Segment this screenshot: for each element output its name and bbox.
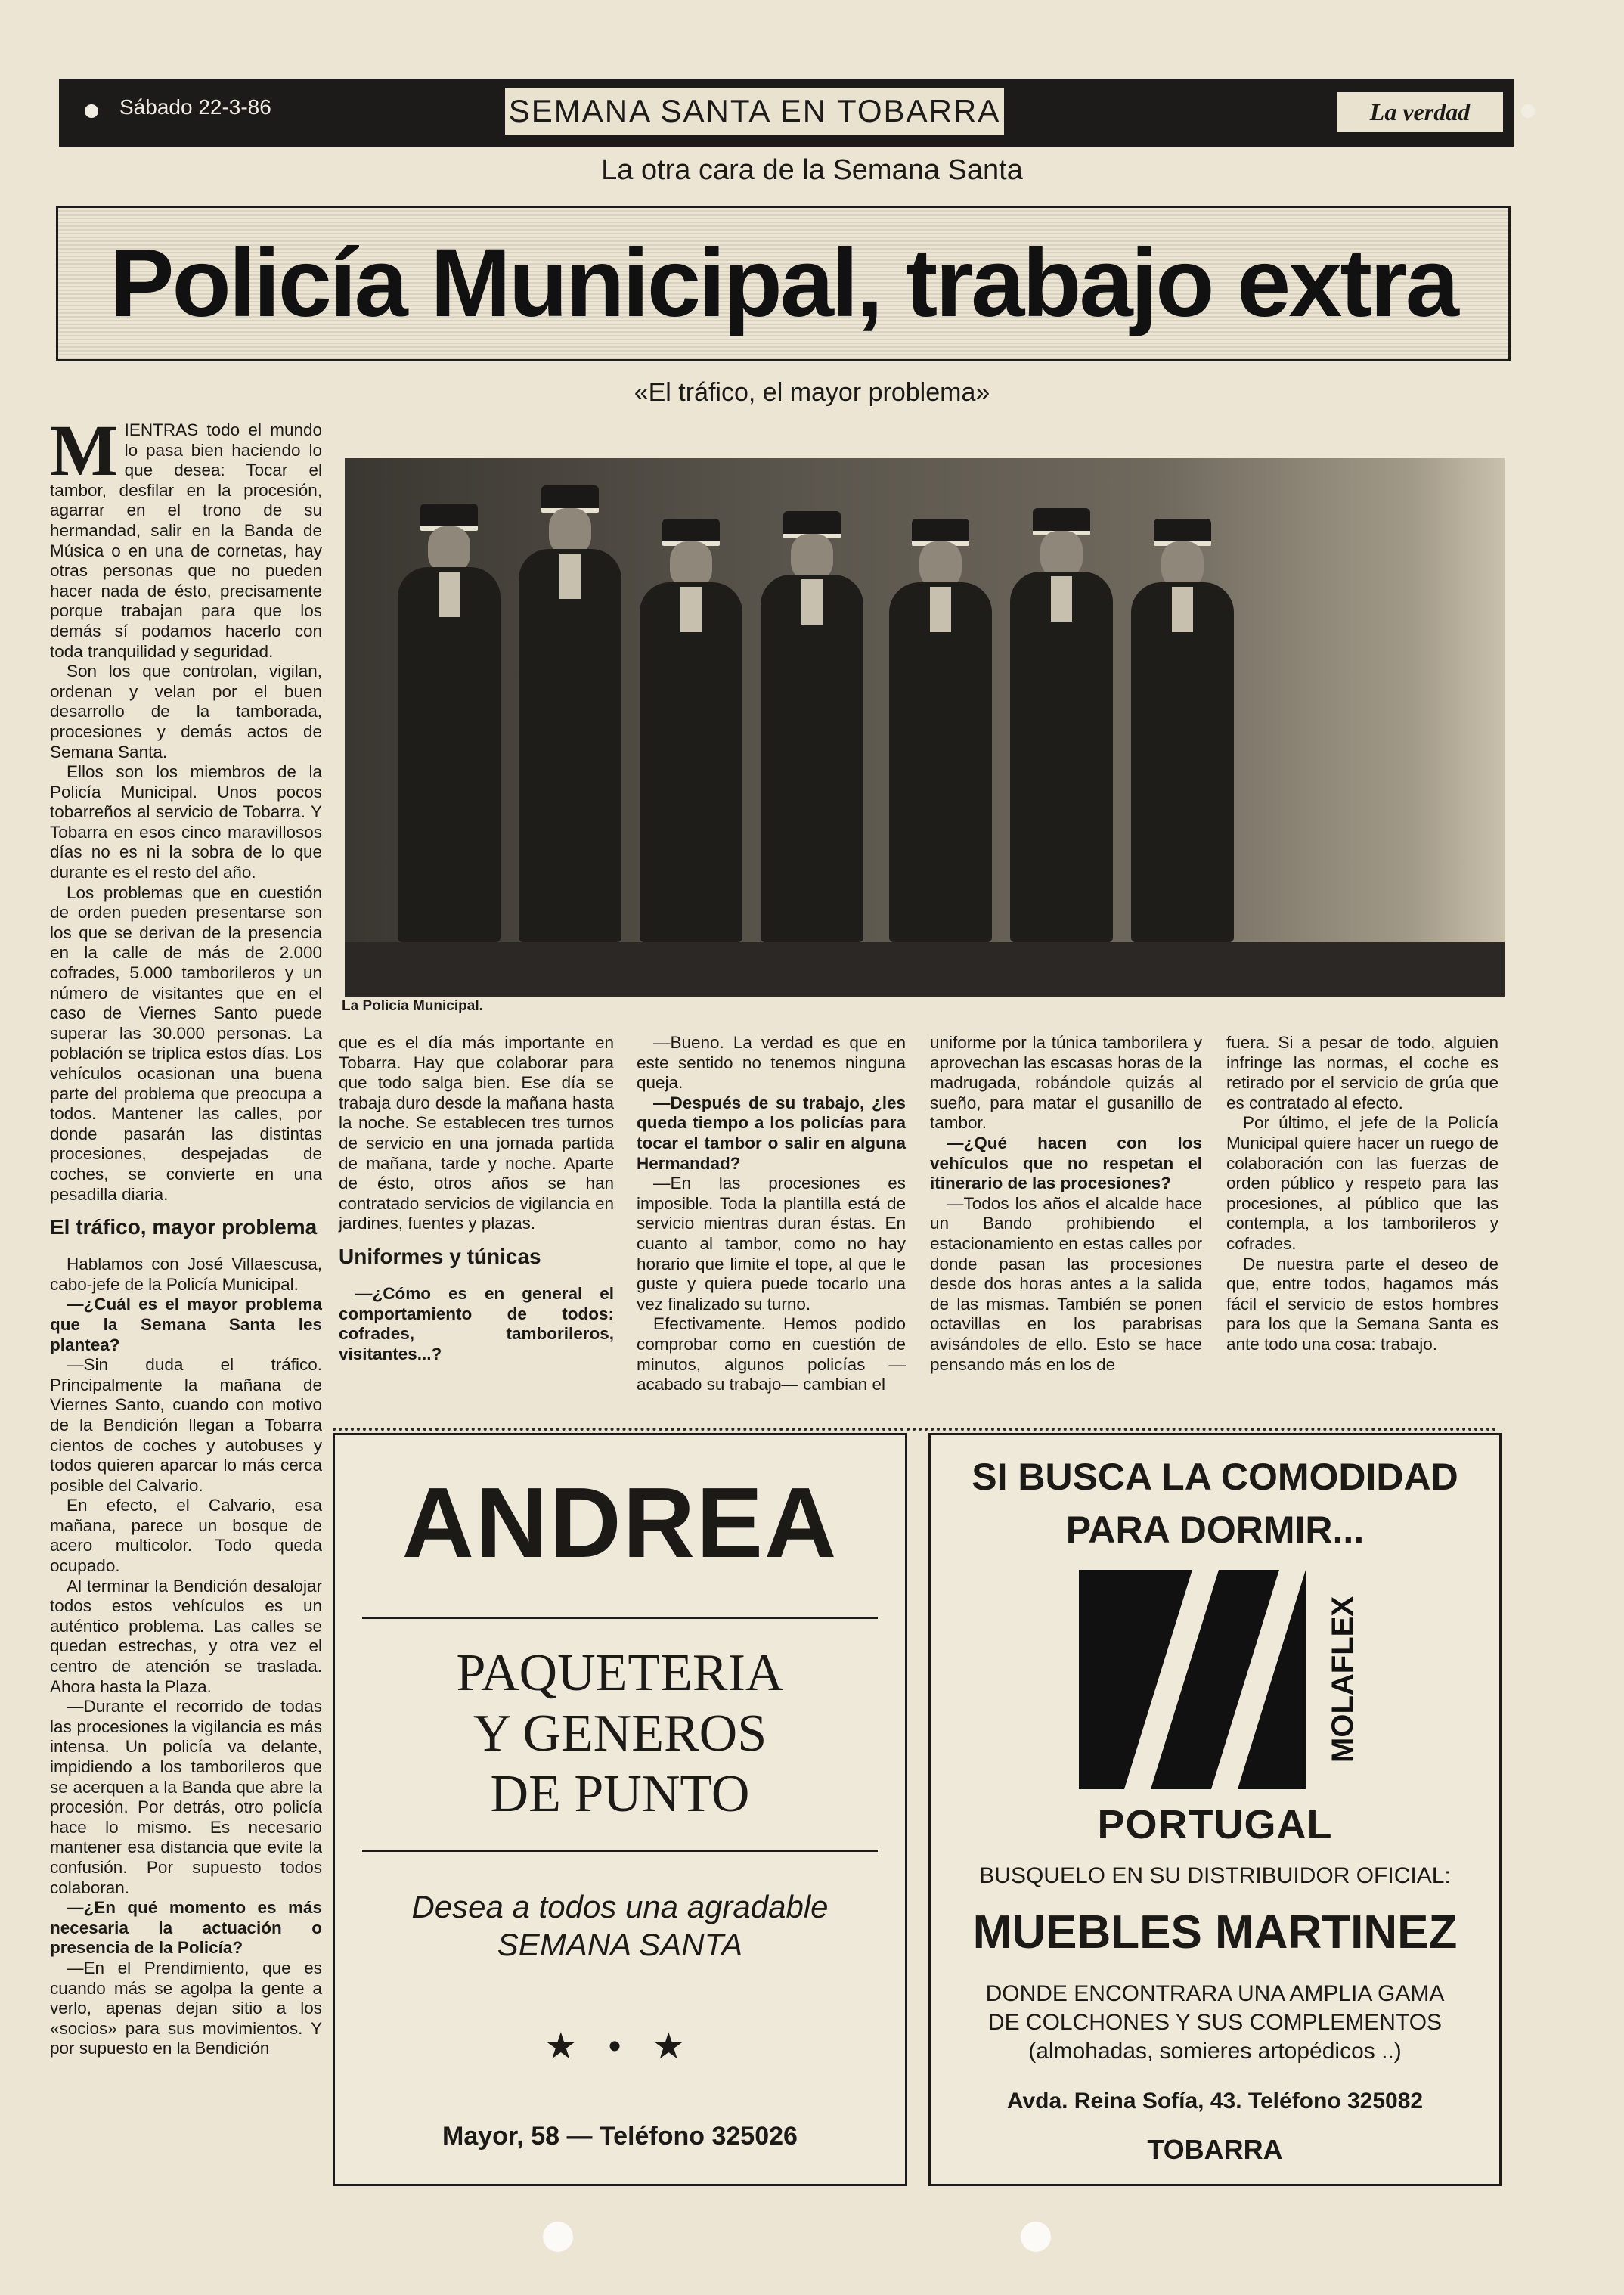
subheading: Uniformes y túnicas — [339, 1244, 541, 1268]
text-column-4 — [930, 1033, 1202, 1375]
ad-line: DONDE ENCONTRARA UNA AMPLIA GAMA — [985, 1981, 1445, 2006]
store-address: Avda. Reina Sofía, 43. Teléfono 325082 — [1006, 2089, 1424, 2114]
paragraph: Son los que controlan, vigilan, ordenan y velan por el buen desarrollo de la tamborada, procesiones y demás actos de Semana Santa. — [50, 662, 322, 761]
ad-headline: SI BUSCA LA COMODIDAD — [972, 1456, 1458, 1498]
section-title: SEMANA SANTA EN TOBARRA — [505, 88, 1004, 135]
greeting: SEMANA SANTA — [497, 1927, 743, 1962]
ad-line: Y GENEROS — [473, 1704, 767, 1763]
paragraph: De nuestra parte el deseo de que, entre todos, hagamos más fácil el servicio de estos hombres para los que la Semana Santa es ante todo una cosa: trabajo. — [1226, 1254, 1498, 1354]
ad-line: (almohadas, somieres artopédicos ..) — [1028, 2039, 1402, 2064]
shop-address: Mayor, 58 — Teléfono 325026 — [442, 2122, 798, 2151]
police-officer-figure — [882, 458, 995, 997]
divider — [362, 1617, 878, 1619]
interview-question: —¿Cuál es el mayor problema que la Semana Santa les plantea? — [50, 1295, 322, 1354]
paragraph: uniforme por la túnica tamborilera y aprovechan las escasas horas de la madrugada, robándole quizás al sueño, para matar el gusanillo de tambor. — [930, 1033, 1202, 1133]
text-column-3 — [637, 1033, 906, 1395]
divider — [362, 1850, 878, 1852]
paragraph: Hablamos con José Villaescusa, cabo-jefe de la Policía Municipal. — [50, 1254, 322, 1294]
issue-date: Sábado 22-3-86 — [119, 95, 271, 119]
paragraph: Al terminar la Bendición desalojar todos estos vehículos es un auténtico problema. Las calles se quedan estrechas, y otra vez el centro de atención se traslada. Ahora hasta la Plaza. — [50, 1576, 322, 1696]
police-group-photo — [345, 458, 1505, 997]
distributor-label: BUSQUELO EN SU DISTRIBUIDOR OFICIAL: — [979, 1863, 1451, 1888]
paragraph: —Bueno. La verdad es que en este sentido no tenemos ninguna queja. — [637, 1033, 906, 1093]
greeting: Desea a todos una agradable — [411, 1889, 829, 1924]
paragraph: En efecto, el Calvario, esa mañana, parece un bosque de acero multicolor. Todo queda ocupado. — [50, 1496, 322, 1576]
newspaper-logo: La verdad — [1337, 92, 1503, 132]
ad-headline: PARA DORMIR... — [1065, 1509, 1365, 1551]
text-column-5 — [1226, 1033, 1498, 1355]
paragraph: Los problemas que en cuestión de orden pueden presentarse son los que se derivan de la presencia en la calle de más de 2.000 cofrades, 5.000 tamborileros y un número de visitantes que en el caso de Viernes Santo puede superar las 30.000 personas. La población se triplica estos días. Los vehículos ocasionan una buena parte del problema que preocupa a todos. Mantener las calles, por donde pasarán las distintas procesiones, despejadas de coches, se convierte en una pesadilla diaria. — [50, 882, 322, 1204]
paragraph: —En las procesiones es imposible. Toda la plantilla está de servicio mientras duran éstas. En cuanto al tambor, como no hay horario que limite el tope, al que le guste y quiera puede tocarlo una vez finalizado su turno. — [637, 1174, 906, 1313]
punch-hole — [1021, 2222, 1051, 2252]
ad-line: PAQUETERIA — [456, 1644, 784, 1702]
text-column-2 — [339, 1033, 614, 1364]
section-header — [59, 79, 1514, 147]
article-headline: Policía Municipal, trabajo extra — [110, 229, 1457, 337]
text-column-1 — [50, 410, 322, 2059]
brand-name: MOLAFLEX — [1326, 1596, 1359, 1763]
brand-mark — [1318, 1570, 1363, 1789]
paragraph: —Durante el recorrido de todas las procesiones la vigilancia es más intensa. Un policía va delante, impidiendo a los tamborileros que se acerquen a la Banda que abre la procesión. Por detrás, otro policía hace lo mismo. Es necesario mantener esa distancia que evite la confusión. Por supuesto todos colaboran. — [50, 1697, 322, 1897]
interview-question: —¿En qué momento es más necesaria la actuación o presencia de la Policía? — [50, 1898, 322, 1958]
police-officer-figure — [511, 458, 624, 997]
star-ornament-icon: ★ • ★ — [544, 2027, 696, 2067]
dotted-divider — [333, 1428, 1497, 1431]
photo-caption: La Policía Municipal. — [342, 998, 483, 1014]
interview-question: —¿Cómo es en general el comportamiento de todos: cofrades, tamborileros, visitantes...? — [339, 1283, 614, 1363]
shop-name: ANDREA — [401, 1467, 838, 1578]
bullet-icon — [1521, 104, 1535, 118]
ad-line: DE PUNTO — [490, 1765, 750, 1823]
subheading: El tráfico, mayor problema — [50, 1215, 318, 1239]
advertisement-muebles-martinez — [928, 1433, 1502, 2186]
paragraph: Ellos son los miembros de la Policía Municipal. Unos pocos tobarreños al servicio de Tobarra. Y Tobarra en esos cinco maravillosos días no es ni la sobra de lo que durante es el resto del año. — [50, 762, 322, 882]
paragraph: fuera. Si a pesar de todo, alguien infringe las normas, el coche es retirado por el servicio de grúa que es contratado al efecto. — [1226, 1033, 1498, 1112]
paragraph: que es el día más importante en Tobarra. Hay que colaborar para que todo salga bien. Ese día se trabaja duro desde la mañana hasta la noche. Se establecen tres turnos de servicio en una jornada partida de mañana, tarde y noche. Aparte de ésto, otros años se han contratado servicios de vigilancia en jardines, fuentes y plazas. — [339, 1033, 614, 1233]
paragraph: —En el Prendimiento, que es cuando más se agolpa la gente a verlo, apenas dejan sitio a los «socios» para sus movimientos. Y por supuesto en la Bendición — [50, 1958, 322, 2058]
interview-question: —Después de su trabajo, ¿les queda tiempo a los policías para tocar el tambor o salir en alguna Hermandad? — [637, 1093, 906, 1173]
molaflex-logo-icon — [1079, 1570, 1306, 1789]
paragraph: —Sin duda el tráfico. Principalmente la mañana de Viernes Santo, cuando con motivo de la Bendición llegan a Tobarra cientos de coches y autobuses y todos quieren aparcar lo más cerca posible del Calvario. — [50, 1355, 322, 1495]
store-name: MUEBLES MARTINEZ — [972, 1906, 1458, 1959]
advertisement-andrea — [333, 1433, 907, 2186]
police-officer-figure — [753, 458, 866, 997]
bullet-icon — [85, 104, 98, 118]
police-officer-figure — [1003, 458, 1116, 997]
police-officer-figure — [632, 458, 745, 997]
interview-question: —¿Qué hacen con los vehículos que no respetan el itinerario de las procesiones? — [930, 1133, 1202, 1193]
police-officer-figure — [390, 458, 504, 997]
article-kicker: La otra cara de la Semana Santa — [601, 154, 1023, 186]
store-city: TOBARRA — [1147, 2134, 1283, 2165]
country-label: PORTUGAL — [1097, 1802, 1333, 1847]
paragraph: —Todos los años el alcalde hace un Bando prohibiendo el estacionamiento en estas calles por donde pasan las procesiones desde dos horas antes a la salida de las mismas. También se ponen octavillas en los parabrisas avisándoles de ello. Esto se hace pensando más en los de — [930, 1193, 1202, 1374]
drop-cap: M — [50, 410, 119, 491]
punch-hole — [543, 2222, 573, 2252]
article-subhead: «El tráfico, el mayor problema» — [634, 378, 990, 407]
paragraph: Efectivamente. Hemos podido comprobar como en cuestión de minutos, algunos policías —acabado su trabajo— cambian el — [637, 1314, 906, 1394]
police-officer-figure — [1123, 458, 1237, 997]
paragraph: Por último, el jefe de la Policía Municipal quiere hacer un ruego de colaboración con las fuerzas de orden público y respeto para las procesiones, al público que las contempla, a los tamborileros y cofrades. — [1226, 1113, 1498, 1253]
paragraph: IENTRAS todo el mundo lo pasa bien haciendo lo que desea: Tocar el tambor, desfilar en la procesión, agarrar en el trono de su hermandad, salir en la Banda de Música o en una de cornetas, hay otras personas que no pueden hacer nada de ésto, precisamente porque trabajan para que los demás sí podamos hacerlo con toda tranquilidad y seguridad. — [50, 420, 322, 661]
ad-line: DE COLCHONES Y SUS COMPLEMENTOS — [987, 2010, 1443, 2035]
